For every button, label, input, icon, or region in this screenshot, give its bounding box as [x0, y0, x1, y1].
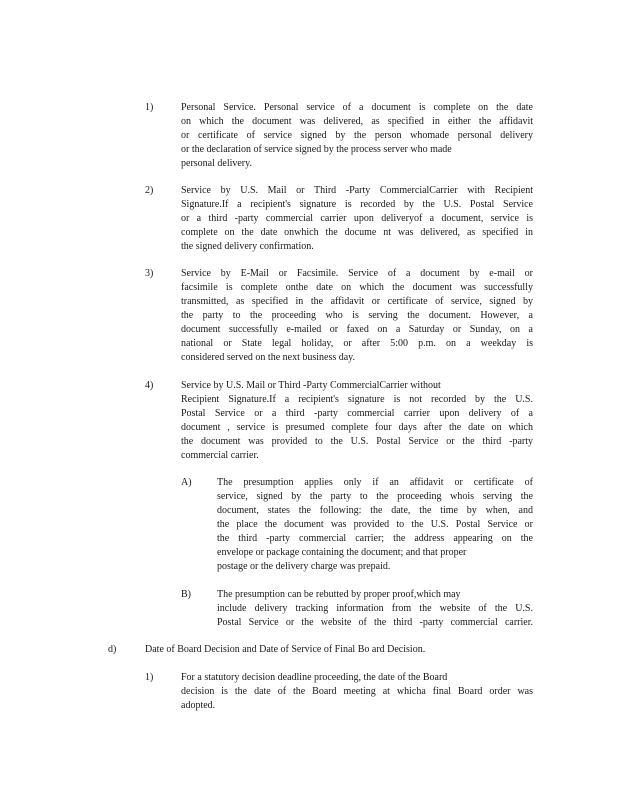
- text-line: the party to the proceeding who is serving the document. However, a: [181, 310, 533, 321]
- paragraph-text: [217, 476, 533, 574]
- paragraph-text: [181, 671, 533, 713]
- paragraph-text: [181, 379, 533, 463]
- section-letter: d): [108, 644, 117, 655]
- text-line: the place the document was provided to the U.S. Postal Service or: [217, 519, 533, 530]
- text-line: decision is the date of the Board meeting at whicha final Board order was: [181, 686, 533, 697]
- text-line: or certificate of service signed by the person whomade personal delivery: [181, 130, 533, 141]
- text-line: The presumption applies only if an affidavit or certificate of: [217, 477, 533, 488]
- text-line: on which the document was delivered, as specified in either the affidavit: [181, 116, 533, 127]
- text-line: document , service is presumed complete four days after the date on which: [181, 422, 533, 433]
- text-line: Date of Board Decision and Date of Service of Final Bo ard Decision.: [145, 644, 426, 655]
- text-line: considered served on the next business day.: [181, 352, 356, 363]
- text-line: transmitted, as specified in the affidavit or certificate of service, signed by: [181, 296, 533, 307]
- text-line: service, signed by the party to the proceeding whois serving the: [217, 491, 533, 502]
- paragraph-text: [181, 101, 533, 171]
- paragraph-text: [181, 184, 533, 254]
- text-line: personal delivery.: [181, 158, 252, 169]
- text-line: the document was provided to the U.S. Postal Service or the third -party: [181, 436, 533, 447]
- text-line: postage or the delivery charge was prepaid.: [217, 561, 391, 572]
- text-line: include delivery tracking information from the website of the U.S.: [217, 603, 533, 614]
- text-line: Service by U.S. Mail or Third -Party CommercialCarrier without: [181, 380, 441, 391]
- text-line: Postal Service or a third -party commercial carrier upon delivery of a: [181, 408, 533, 419]
- text-line: Postal Service or the website of the third -party commercial carrier.: [217, 617, 533, 628]
- paragraph-number: 1): [145, 672, 154, 683]
- paragraph-text: [181, 267, 533, 365]
- text-line: or a third -party commercial carrier upon deliveryof a document, service is: [181, 213, 533, 224]
- paragraph-number: B): [181, 589, 191, 600]
- text-line: envelope or package containing the document; and that proper: [217, 547, 467, 558]
- text-line: Service by U.S. Mail or Third -Party CommercialCarrier with Recipient: [181, 185, 533, 196]
- text-line: facsimile is complete onthe date on which the document was successfully: [181, 282, 533, 293]
- text-line: the third -party commercial carrier; the address appearing on the: [217, 533, 533, 544]
- text-line: Recipient Signature.If a recipient's signature is not recorded by the U.S.: [181, 394, 533, 405]
- text-line: Signature.If a recipient's signature is recorded by the U.S. Postal Service: [181, 199, 533, 210]
- text-line: The presumption can be rebutted by proper proof,which may: [217, 589, 461, 600]
- paragraph-number: A): [181, 477, 192, 488]
- paragraph-number: 4): [145, 380, 154, 391]
- paragraph-number: 2): [145, 185, 154, 196]
- text-line: document, states the following: the date, the time by when, and: [217, 505, 533, 516]
- paragraph-number: 3): [145, 268, 154, 279]
- paragraph-text: [217, 588, 533, 630]
- text-line: Personal Service. Personal service of a document is complete on the date: [181, 102, 533, 113]
- text-line: commercial carrier.: [181, 450, 259, 461]
- paragraph-number: 1): [145, 102, 154, 113]
- text-line: For a statutory decision deadline proceeding, the date of the Board: [181, 672, 448, 683]
- text-line: document successfully e-mailed or faxed on a Saturday or Sunday, on a: [181, 324, 533, 335]
- text-line: complete on the date onwhich the docume nt was delivered, as specified in: [181, 227, 533, 238]
- text-line: national or State legal holiday, or after 5:00 p.m. on a weekday is: [181, 338, 533, 349]
- text-line: the signed delivery confirmation.: [181, 241, 314, 252]
- section-heading-text: [145, 643, 534, 657]
- text-line: Service by E-Mail or Facsimile. Service of a document by e-mail or: [181, 268, 533, 279]
- text-line: or the declaration of service signed by the process server who made: [181, 144, 452, 155]
- text-line: adopted.: [181, 700, 216, 711]
